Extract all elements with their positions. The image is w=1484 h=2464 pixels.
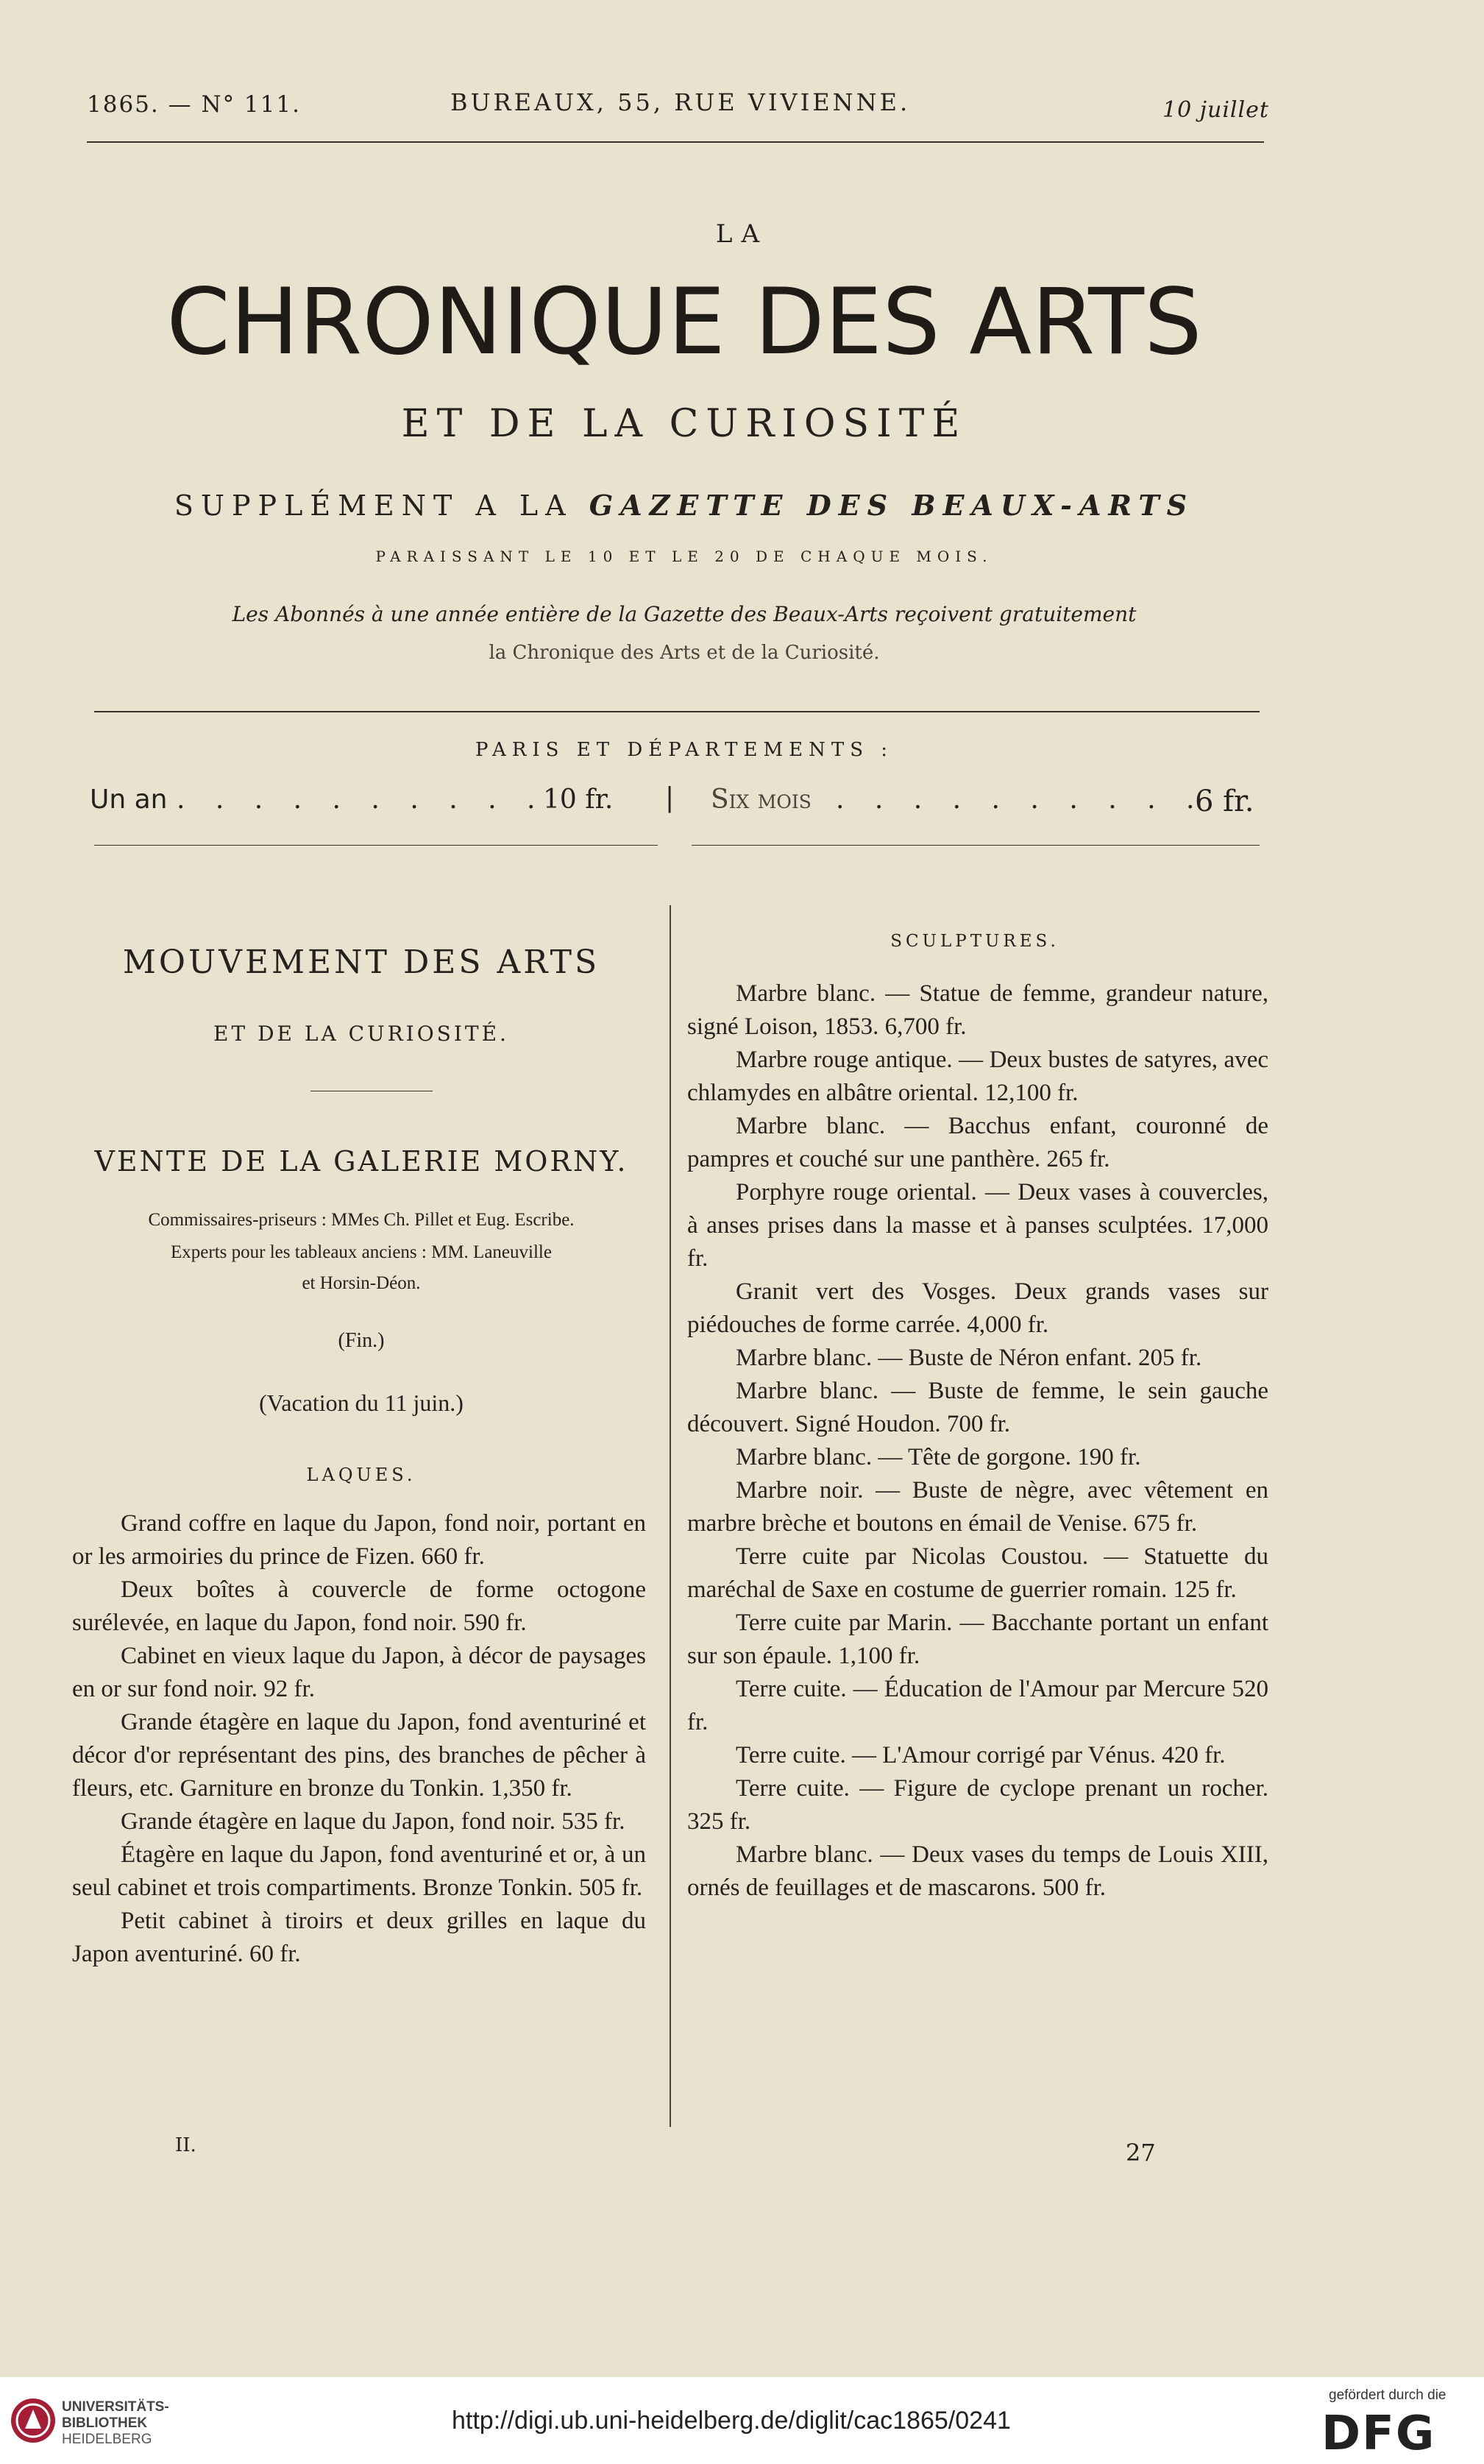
- year-price: 10 fr.: [543, 785, 614, 815]
- experts-line: Experts pour les tableaux anciens : MM. Laneuville: [171, 1242, 552, 1262]
- source-url[interactable]: http://digi.ub.uni-heidelberg.de/diglit/cac1865/0241: [452, 2407, 1011, 2435]
- half-year-price: 6 fr.: [1195, 785, 1254, 818]
- list-item: Deux boîtes à couvercle de forme octogone surélevée, en laque du Japon, fond noir. 590 fr.: [72, 1576, 646, 1636]
- subscription-heading: PARIS ET DÉPARTEMENTS :: [475, 739, 894, 761]
- vacation-note: (Vacation du 11 juin.): [259, 1389, 464, 1416]
- list-item: Grande étagère en laque du Japon, fond aventuriné et décor d'or représentant des pins, des branches de pêcher à fleurs, etc. Garniture en bronze du Tonkin. 1,350 fr.: [72, 1709, 646, 1802]
- masthead-article: LA: [715, 219, 769, 249]
- library-name-2: BIBLIOTHEK: [62, 2415, 148, 2431]
- masthead-rule: [94, 711, 1260, 712]
- publication-frequency: PARAISSANT LE 10 ET LE 20 DE CHAQUE MOIS.: [375, 548, 993, 565]
- sculpture-list: [687, 977, 1268, 1905]
- sale-title: VENTE DE LA GALERIE MORNY.: [94, 1145, 628, 1178]
- issue-date: 10 juillet: [1162, 97, 1269, 123]
- dfg-logo: DFG: [1321, 2407, 1436, 2461]
- experts-line-2: et Horsin-Déon.: [302, 1273, 421, 1293]
- list-item: Porphyre rouge oriental. — Deux vases à couvercles, à anses prises dans la masse et à panses sculptées. 17,000 fr.: [687, 1179, 1268, 1272]
- lacquer-list: [72, 1507, 646, 1971]
- supplement-line: [0, 489, 1368, 522]
- list-item: Grande étagère en laque du Japon, fond noir. 535 fr.: [121, 1808, 625, 1835]
- list-item: Étagère en laque du Japon, fond aventuriné et or, à un seul cabinet et trois compartiments. Bronze Tonkin. 505 fr.: [72, 1841, 646, 1901]
- subscriber-notice: Les Abonnés à une année entière de la Gazette des Beaux-Arts reçoivent gratuitement: [232, 602, 1137, 626]
- list-item: Marbre rouge antique. — Deux bustes de satyres, avec chlamydes en albâtre oriental. 12,100 fr.: [687, 1047, 1268, 1106]
- subscriber-notice-2: la Chronique des Arts et de la Curiosité.: [489, 642, 880, 664]
- university-seal-icon: [9, 2396, 57, 2445]
- masthead-title: CHRONIQUE DES ARTS: [166, 269, 1202, 375]
- office-address: BUREAUX, 55, RUE VIVIENNE.: [450, 88, 911, 116]
- signature-mark: II.: [175, 2134, 196, 2156]
- list-item: Marbre blanc. — Deux vases du temps de Louis XIII, ornés de feuillages et de mascarons. 500 fr.: [687, 1841, 1268, 1901]
- list-item: Marbre noir. — Buste de nègre, avec vêtement en marbre brèche et boutons en émail de Venise. 675 fr.: [687, 1477, 1268, 1537]
- list-item: Granit vert des Vosges. Deux grands vases sur piédouches de forme carrée. 4,000 fr.: [687, 1278, 1268, 1338]
- subscription-separator: |: [665, 783, 675, 813]
- list-item: Marbre blanc. — Tête de gorgone. 190 fr.: [736, 1444, 1141, 1470]
- list-item: Marbre blanc. — Bacchus enfant, couronné de pampres et couché sur une panthère. 265 fr.: [687, 1113, 1268, 1172]
- subscription-rule-left: [94, 845, 658, 846]
- library-name-3: HEIDELBERG: [62, 2432, 152, 2447]
- funding-note: gefördert durch die: [1329, 2387, 1446, 2403]
- sculptures-heading: SCULPTURES.: [890, 932, 1059, 951]
- section-subtitle: ET DE LA CURIOSITÉ.: [213, 1022, 509, 1046]
- year-dots: . . . . . . . . . .: [177, 785, 547, 815]
- issue-number: 1865. — N° 111.: [87, 91, 301, 118]
- section-title: MOUVEMENT DES ARTS: [122, 944, 600, 981]
- year-label: Un an: [90, 785, 168, 815]
- list-item: Terre cuite par Marin. — Bacchante portant un enfant sur son épaule. 1,100 fr.: [687, 1610, 1268, 1669]
- masthead-subtitle: ET DE LA CURIOSITÉ: [401, 402, 968, 446]
- list-item: Terre cuite. — Éducation de l'Amour par Mercure 520 fr.: [687, 1676, 1268, 1735]
- list-item: Grand coffre en laque du Japon, fond noir, portant en or les armoiries du prince de Fizen. 660 fr.: [72, 1510, 646, 1570]
- digitization-footer: [0, 2377, 1484, 2464]
- lacquers-heading: LAQUES.: [306, 1465, 416, 1485]
- list-item: Terre cuite par Nicolas Coustou. — Statuette du maréchal de Saxe en costume de guerrier romain. 125 fr.: [687, 1543, 1268, 1603]
- subscription-rule-right: [692, 845, 1260, 846]
- auctioneers-line: Commissaires-priseurs : MMes Ch. Pillet et Eug. Escribe.: [148, 1210, 575, 1230]
- list-item: Marbre blanc. — Statue de femme, grandeur nature, signé Loison, 1853. 6,700 fr.: [687, 980, 1268, 1040]
- supplement-name: GAZETTE DES BEAUX-ARTS: [589, 489, 1195, 522]
- list-item: Terre cuite. — Figure de cyclope prenant un rocher. 325 fr.: [687, 1775, 1268, 1835]
- page-number: 27: [1126, 2139, 1156, 2167]
- list-item: Petit cabinet à tiroirs et deux grilles en laque du Japon aventuriné. 60 fr.: [72, 1908, 646, 1967]
- supplement-prefix: SUPPLÉMENT A LA: [174, 489, 573, 522]
- column-divider: [670, 905, 671, 2127]
- list-item: Marbre blanc. — Buste de Néron enfant. 205 fr.: [736, 1345, 1202, 1371]
- fin-note: (Fin.): [338, 1329, 385, 1352]
- half-year-dots: . . . . . . . . . .: [836, 785, 1206, 815]
- list-item: Terre cuite. — L'Amour corrigé par Vénus. 420 fr.: [736, 1742, 1226, 1769]
- list-item: Marbre blanc. — Buste de femme, le sein gauche découvert. Signé Houdon. 700 fr.: [687, 1378, 1268, 1437]
- header-rule: [87, 141, 1264, 143]
- list-item: Cabinet en vieux laque du Japon, à décor de paysages en or sur fond noir. 92 fr.: [72, 1643, 646, 1702]
- library-name: UNIVERSITÄTS-: [62, 2399, 169, 2415]
- half-year-label: Six mois: [711, 785, 812, 815]
